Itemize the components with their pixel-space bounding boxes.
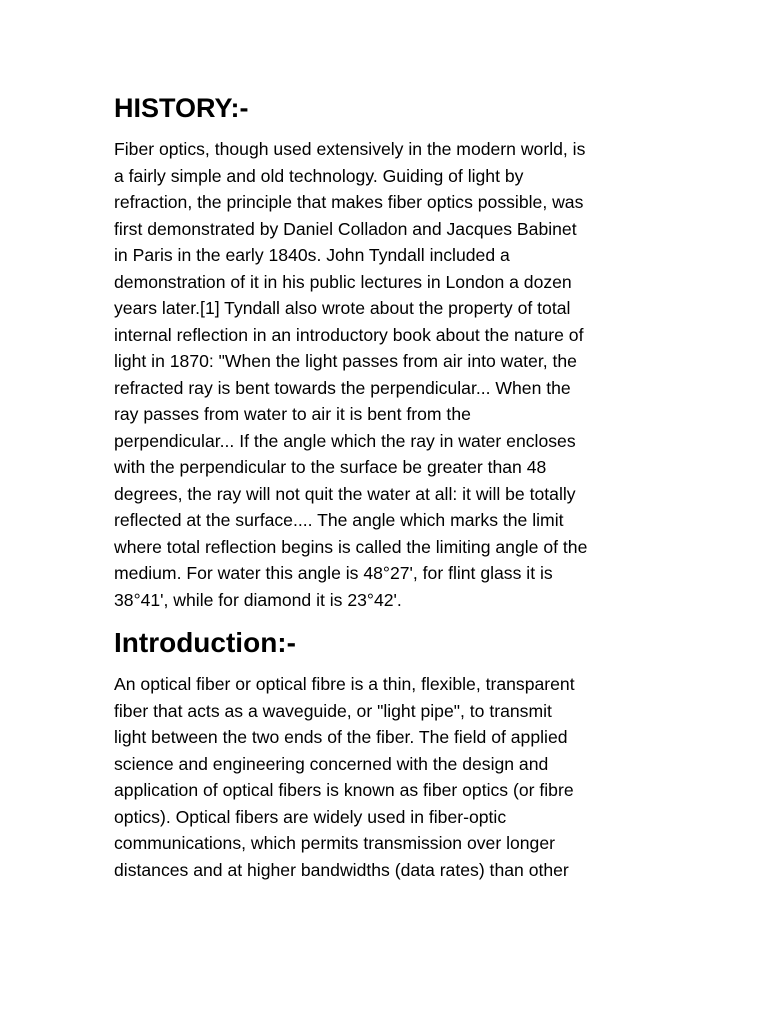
text-line: demonstration of it in his public lectures in London a dozen	[114, 271, 572, 292]
text-line: degrees, the ray will not quit the water at all: it will be totally	[114, 483, 576, 504]
section-heading-introduction: Introduction:-	[114, 627, 296, 658]
text-line: years later.[1] Tyndall also wrote about the property of total	[114, 298, 571, 318]
text-line: internal reflection in an introductory book about the nature of	[114, 324, 584, 345]
document-content	[114, 88, 660, 883]
text-line: medium. For water this angle is 48°27', for flint glass it is	[114, 563, 553, 583]
text-line: a fairly simple and old technology. Guiding of light by	[114, 165, 524, 186]
paragraph-introduction	[114, 671, 660, 883]
text-line: An optical fiber or optical fibre is a thin, flexible, transparent	[114, 674, 575, 694]
text-line: optics). Optical fibers are widely used in fiber-optic	[114, 806, 507, 827]
text-line: perpendicular... If the angle which the ray in water encloses	[114, 430, 576, 451]
text-line: first demonstrated by Daniel Colladon and Jacques Babinet	[114, 218, 577, 239]
text-line: fiber that acts as a waveguide, or "light pipe", to transmit	[114, 700, 552, 721]
text-line: light between the two ends of the fiber. The field of applied	[114, 727, 568, 747]
text-line: communications, which permits transmission over longer	[114, 833, 555, 853]
text-line: 38°41', while for diamond it is 23°42'.	[114, 589, 402, 610]
text-line: refraction, the principle that makes fiber optics possible, was	[114, 192, 584, 212]
text-line: science and engineering concerned with the design and	[114, 753, 549, 774]
text-line: in Paris in the early 1840s. John Tyndall included a	[114, 245, 510, 265]
text-line: with the perpendicular to the surface be greater than 48	[114, 457, 547, 477]
text-line: Fiber optics, though used extensively in the modern world, is	[114, 139, 586, 159]
text-line: where total reflection begins is called the limiting angle of the	[114, 536, 588, 557]
text-line: ray passes from water to air it is bent from the	[114, 404, 471, 424]
text-line: light in 1870: "When the light passes from air into water, the	[114, 351, 577, 371]
text-line: application of optical fibers is known as fiber optics (or fibre	[114, 780, 574, 800]
text-line: refracted ray is bent towards the perpendicular... When the	[114, 377, 571, 398]
paragraph-history	[114, 136, 660, 613]
section-heading-history: HISTORY:-	[114, 93, 249, 123]
text-line: distances and at higher bandwidths (data rates) than other	[114, 859, 569, 880]
text-line: reflected at the surface.... The angle which marks the limit	[114, 510, 564, 530]
